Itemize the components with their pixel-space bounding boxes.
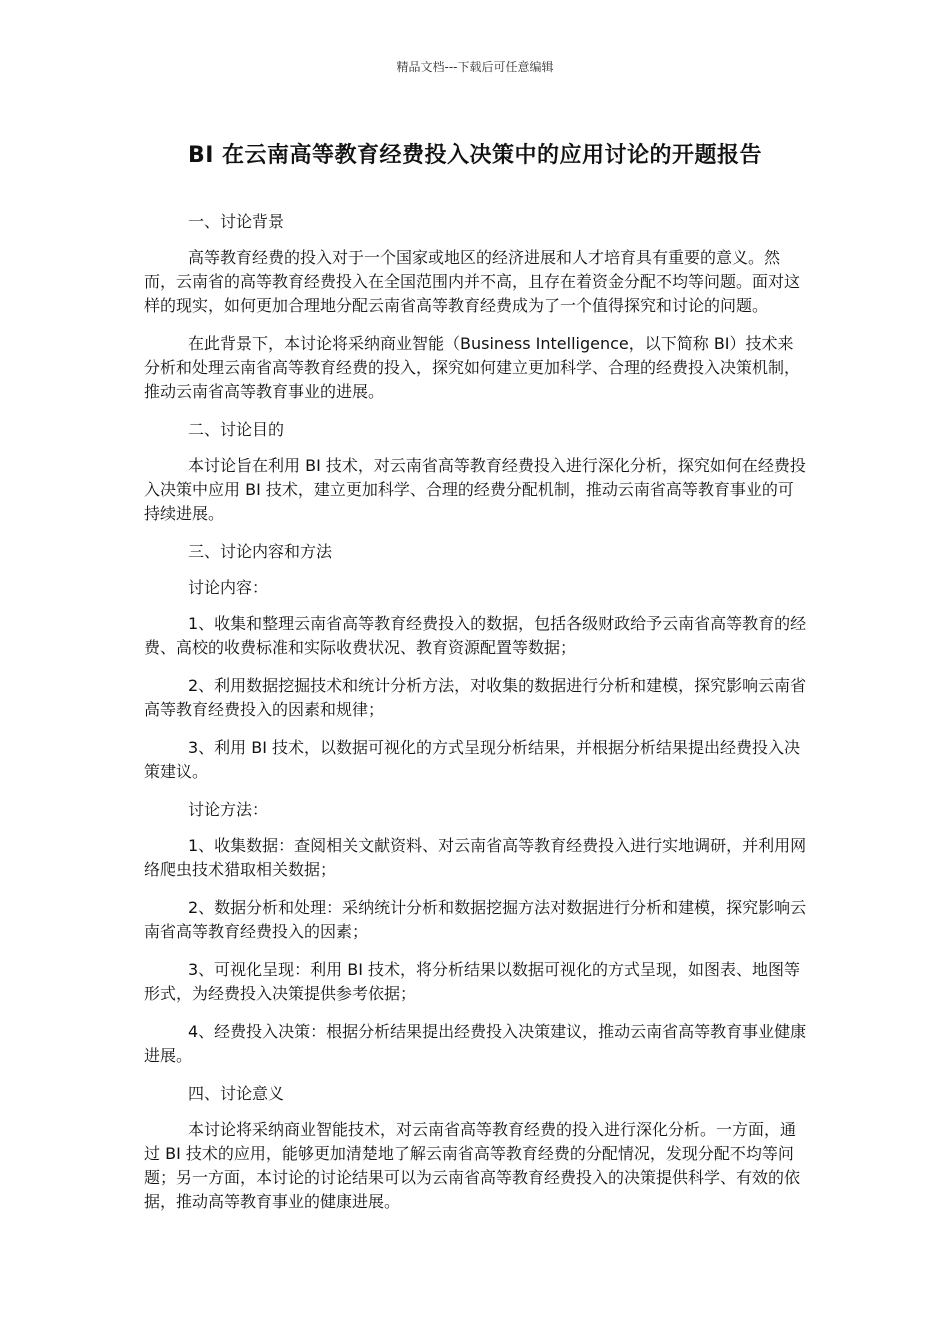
section-heading-purpose: 二、讨论目的 (188, 420, 285, 439)
page-header: 精品文档---下载后可任意编辑 (396, 60, 554, 74)
list-item-method-4: 4、经费投入决策：根据分析结果提出经费投入决策建议，推动云南省高等教育事业健康进展。 (144, 1022, 807, 1065)
list-item-content-1: 1、收集和整理云南省高等教育经费投入的数据，包括各级财政给予云南省高等教育的经费、高校的收费标准和实际收费状况、教育资源配置等数据； (144, 614, 807, 657)
section-heading-background: 一、讨论背景 (188, 212, 285, 231)
paragraph-background-1: 高等教育经费的投入对于一个国家或地区的经济进展和人才培育具有重要的意义。然而，云南省的高等教育经费投入在全国范围内并不高，且存在着资金分配不均等问题。面对这样的现实，如何更加合理地分配云南省高等教育经费成为了一个值得探究和讨论的问题。 (144, 248, 801, 315)
section-heading-significance: 四、讨论意义 (188, 1084, 285, 1103)
paragraph-purpose: 本讨论旨在利用 BI 技术，对云南省高等教育经费投入进行深化分析，探究如何在经费投入决策中应用 BI 技术，建立更加科学、合理的经费分配机制，推动云南省高等教育事业的可持续进展。 (144, 456, 806, 523)
list-item-content-2: 2、利用数据挖掘技术和统计分析方法，对收集的数据进行分析和建模，探究影响云南省高等教育经费投入的因素和规律； (144, 676, 807, 719)
document-body (144, 210, 808, 1228)
list-item-method-1: 1、收集数据：查阅相关文献资料、对云南省高等教育经费投入进行实地调研，并利用网络爬虫技术猎取相关数据； (144, 836, 807, 879)
section-heading-content-method: 三、讨论内容和方法 (188, 542, 333, 561)
list-item-method-3: 3、可视化呈现：利用 BI 技术，将分析结果以数据可视化的方式呈现，如图表、地图等形式，为经费投入决策提供参考依据； (144, 960, 801, 1003)
document-title: BI 在云南高等教育经费投入决策中的应用讨论的开题报告 (187, 143, 763, 168)
list-item-content-3: 3、利用 BI 技术，以数据可视化的方式呈现分析结果，并根据分析结果提出经费投入决策建议。 (144, 738, 801, 781)
paragraph-significance: 本讨论将采纳商业智能技术，对云南省高等教育经费的投入进行深化分析。一方面，通过 BI 技术的应用，能够更加清楚地了解云南省高等教育经费的分配情况，发现分配不均等问题；另一方面，本讨论的讨论结果可以为云南省高等教育经费投入的决策提供科学、有效的依据，推动高等教育事业的健康进展。 (144, 1120, 801, 1211)
paragraph-background-2: 在此背景下，本讨论将采纳商业智能（Business Intelligence，以下简称 BI）技术来分析和处理云南省高等教育经费的投入，探究如何建立更加科学、合理的经费投入决策机制，推动云南省高等教育事业的进展。 (144, 334, 801, 401)
list-item-method-2: 2、数据分析和处理：采纳统计分析和数据挖掘方法对数据进行分析和建模，探究影响云南省高等教育经费投入的因素； (144, 898, 807, 941)
subheading-method: 讨论方法： (188, 800, 269, 819)
subheading-content: 讨论内容： (188, 578, 269, 597)
